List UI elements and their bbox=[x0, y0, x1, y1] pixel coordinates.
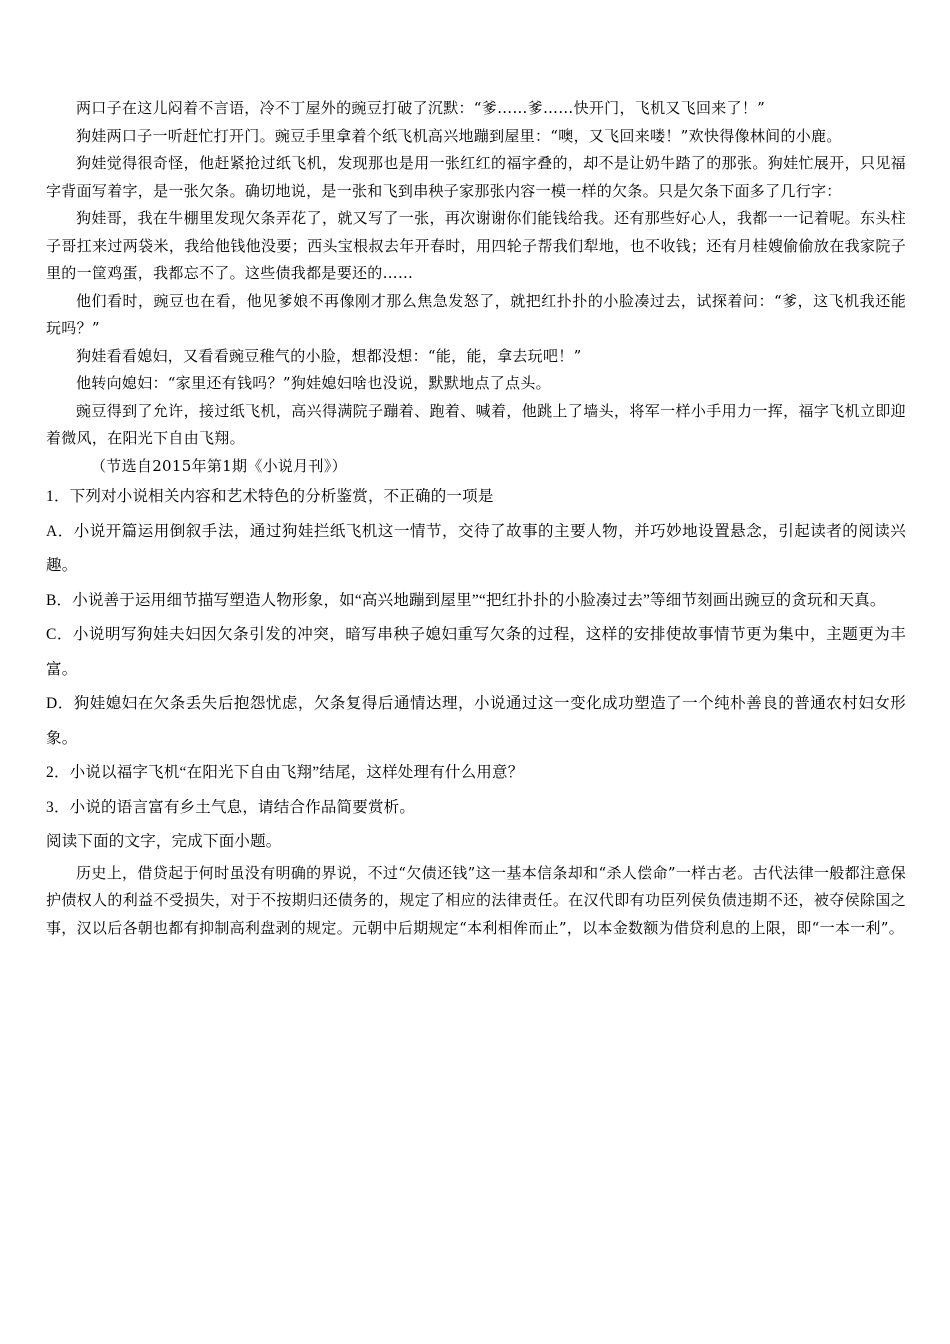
history-paragraph: 历史上，借贷起于何时虽没有明确的界说，不过“欠债还钱”这一基本信条却和“杀人偿命”一样古老。古代法律一般都注意保护债权人的利益不受损失，对于不按期归还债务的，规定了相应的法律责任。在汉代即有功臣列侯负债违期不还，被夺侯除国之事，汉以后各朝也都有抑制高利盘剥的规定。元朝中后期规定“本利相侔而止”，以本金数额为借贷利息的上限，即“一本一利”。 bbox=[46, 863, 906, 937]
question-2: 2．小说以福字飞机“在阳光下自由飞翔”结尾，这样处理有什么用意？ bbox=[46, 764, 524, 781]
story-paragraph-1: 两口子在这儿闷着不言语，冷不丁屋外的豌豆打破了沉默：“爹……爹……快开门，飞机又飞回来了！” bbox=[76, 99, 766, 117]
reading-instruction: 阅读下面的文字，完成下面小题。 bbox=[46, 833, 282, 850]
story-paragraph-8: 豌豆得到了允许，接过纸飞机，高兴得满院子蹦着、跑着、喊着，他跳上了墙头，将军一样小手用力一挥，福字飞机立即迎着微风，在阳光下自由飞翔。 bbox=[46, 401, 906, 447]
question-1-option-a: A．小说开篇运用倒叙手法，通过狗娃拦纸飞机这一情节，交待了故事的主要人物，并巧妙地设置悬念，引起读者的阅读兴趣。 bbox=[46, 522, 906, 574]
story-paragraph-3: 狗娃觉得很奇怪，他赶紧抢过纸飞机，发现那也是用一张红红的福字叠的，却不是让奶牛踏了的那张。狗娃忙展开，只见福字背面写着字，是一张欠条。确切地说，是一张和飞到串秧子家那张内容一模一样的欠条。只是欠条下面多了几行字： bbox=[46, 154, 906, 200]
question-3: 3．小说的语言富有乡土气息，请结合作品简要赏析。 bbox=[46, 798, 416, 816]
story-source: （节选自2015年第1期《小说月刊》） bbox=[91, 456, 347, 475]
question-1-option-c: C．小说明写狗娃夫妇因欠条引发的冲突，暗写串秧子媳妇重写欠条的过程，这样的安排使故事情节更为集中，主题更为丰富。 bbox=[46, 626, 906, 678]
question-1-stem: 1．下列对小说相关内容和艺术特色的分析鉴赏，不正确的一项是 bbox=[46, 488, 494, 505]
document-page bbox=[46, 95, 906, 942]
question-1-option-b: B．小说善于运用细节描写塑造人物形象，如“高兴地蹦到屋里”“把红扑扑的小脸凑过去”等细节刻画出豌豆的贪玩和天真。 bbox=[46, 591, 886, 609]
question-1-option-d: D．狗娃媳妇在欠条丢失后抱怨忧虑，欠条复得后通情达理，小说通过这一变化成功塑造了一个纯朴善良的普通农村妇女形象。 bbox=[46, 695, 906, 747]
story-paragraph-7: 他转向媳妇：“家里还有钱吗？”狗娃媳妇啥也没说，默默地点了点头。 bbox=[76, 374, 551, 392]
story-paragraph-4: 狗娃哥，我在牛棚里发现欠条弄花了，就又写了一张，再次谢谢你们能钱给我。还有那些好心人，我都一一记着呢。东头柱子哥扛来过两袋米，我给他钱他没要；西头宝根叔去年开春时，用四轮子帮我们犁地，也不收钱；还有月桂嫂偷偷放在我家院子里的一筐鸡蛋，我都忘不了。这些债我都是要还的…… bbox=[46, 209, 906, 282]
story-paragraph-5: 他们看时，豌豆也在看，他见爹娘不再像刚才那么焦急发怒了，就把红扑扑的小脸凑过去，试探着问：“爹，这飞机我还能玩吗？” bbox=[46, 291, 906, 337]
story-paragraph-2: 狗娃两口子一听赶忙打开门。豌豆手里拿着个纸飞机高兴地蹦到屋里：“噢，又飞回来喽！”欢快得像林间的小鹿。 bbox=[76, 126, 842, 145]
story-paragraph-6: 狗娃看看媳妇，又看看豌豆稚气的小脸，想都没想：“能，能，拿去玩吧！” bbox=[76, 346, 582, 365]
